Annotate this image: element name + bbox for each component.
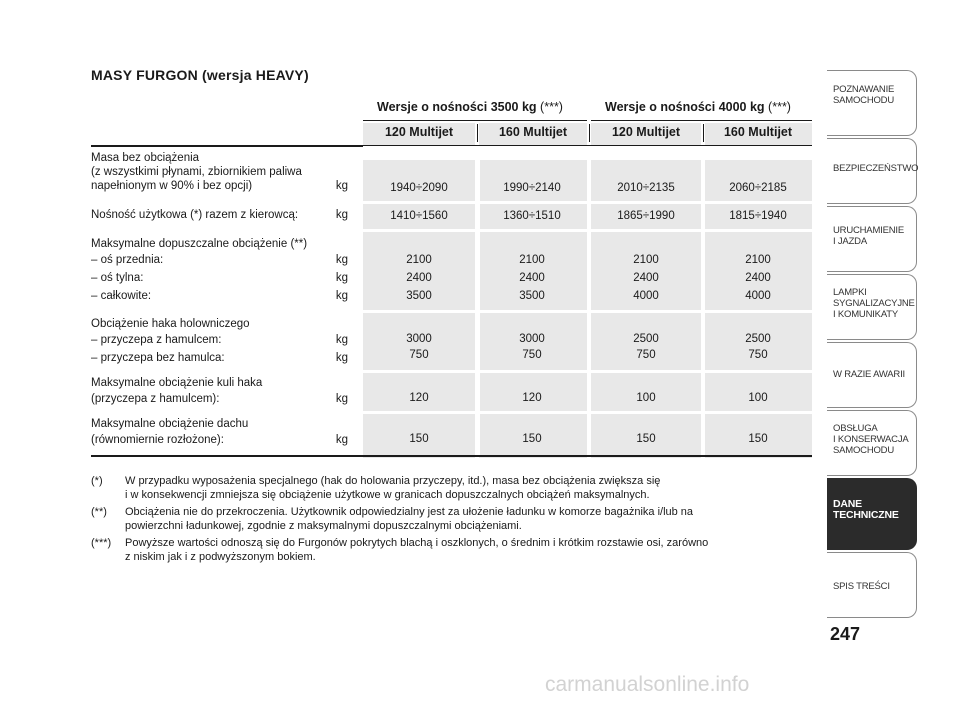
- column-separator: [477, 124, 478, 142]
- value-cell: 3000: [406, 333, 432, 345]
- tab-label: W RAZIE AWARII: [833, 369, 905, 380]
- row-separator: [363, 146, 812, 160]
- value-cell: 750: [748, 349, 768, 361]
- unit-label: kg: [335, 434, 348, 446]
- value-cell: 2100: [519, 254, 545, 266]
- tab-uruchamienie-i-jazda[interactable]: [827, 206, 917, 272]
- footnote-mark: (*): [91, 475, 103, 487]
- tab-label: SAMOCHODU: [833, 95, 895, 106]
- tab-label: BEZPIECZEŃSTWO: [833, 163, 919, 174]
- tab-label: SAMOCHODU: [833, 445, 895, 456]
- tab-label: OBSŁUGA: [833, 423, 878, 434]
- tab-spis-tresci[interactable]: [827, 552, 917, 618]
- row-separator: [363, 229, 812, 232]
- value-cell: 750: [409, 349, 429, 361]
- tab-lampki-sygnalizacyjne[interactable]: [827, 274, 917, 340]
- column-separator: [589, 124, 590, 142]
- row-label-payload: [91, 208, 348, 222]
- value-cell: 150: [748, 433, 768, 445]
- footnote-text: Obciążenia nie do przekroczenia. Użytkownik odpowiedzialny jest za ułożenie ładunku w komorze bagażnika i/lub na: [125, 506, 694, 518]
- column-separator: [703, 124, 704, 142]
- unit-label: kg: [335, 290, 348, 302]
- value-cell: 1865÷1990: [617, 210, 675, 222]
- tab-label: I KOMUNIKATY: [833, 309, 898, 320]
- label-line: Maksymalne obciążenie dachu: [91, 418, 249, 430]
- column-header: 160 Multijet: [498, 125, 568, 139]
- value-cell: 1360÷1510: [503, 210, 561, 222]
- value-cell: 2100: [406, 254, 432, 266]
- value-cell: 1990÷2140: [503, 182, 561, 194]
- group-note: (***): [768, 100, 791, 114]
- group-label: Wersje o nośności 3500 kg: [377, 100, 537, 114]
- value-cell: 2400: [745, 272, 771, 284]
- label-line: napełnionym w 90% i bez opcji): [91, 180, 253, 192]
- tab-label: URUCHAMIENIE: [833, 225, 904, 236]
- footnote-mark: (**): [91, 506, 107, 518]
- value-cell: 1940÷2090: [390, 182, 448, 194]
- group-underline: [363, 120, 587, 121]
- footnote-mark: (***): [91, 537, 112, 549]
- footnotes: [91, 474, 811, 567]
- tab-label: SPIS TREŚCI: [833, 581, 890, 592]
- label-line: Nośność użytkowa (*) razem z kierowcą:: [91, 209, 299, 221]
- group-label: Wersje o nośności 4000 kg: [605, 100, 765, 114]
- tab-label: SYGNALIZACYJNE: [833, 298, 915, 309]
- label-line: – przyczepa bez hamulca:: [91, 352, 225, 364]
- row-label-empty-mass: [91, 151, 348, 193]
- unit-label: kg: [335, 393, 348, 405]
- group-underline: [591, 120, 812, 121]
- value-cell: 1410÷1560: [390, 210, 448, 222]
- unit-label: kg: [335, 254, 348, 266]
- value-cell: 3500: [406, 290, 432, 302]
- label-line: Masa bez obciążenia: [91, 152, 200, 164]
- value-cell: 100: [748, 392, 768, 404]
- value-cell: 100: [636, 392, 656, 404]
- value-cell: 2400: [633, 272, 659, 284]
- label-line: – oś przednia:: [91, 254, 164, 266]
- unit-label: kg: [335, 180, 348, 192]
- tab-obsluga-i-konserwacja[interactable]: [827, 410, 917, 476]
- unit-label: kg: [335, 334, 348, 346]
- footnote-text: Powyższe wartości odnoszą się do Furgonów pokrytych blachą i oszklonych, o średnim i krótkim rozstawie osi, zarówno: [125, 537, 709, 549]
- label-line: – oś tylna:: [91, 272, 144, 284]
- value-cell: 2400: [519, 272, 545, 284]
- label-line: (z wszystkimi płynami, zbiornikiem paliwa: [91, 166, 302, 178]
- label-line: – przyczepa z hamulcem:: [91, 334, 222, 346]
- footnote: [91, 474, 811, 502]
- unit-label: kg: [335, 272, 348, 284]
- row-separator: [363, 370, 812, 373]
- footnote-text: i w konsekwencji zmniejsza się obciążenie użytkowe w granicach dopuszczalnych obciążeń maksymalnych.: [125, 489, 650, 501]
- row-label-max-load: [91, 237, 348, 303]
- tab-label: I JAZDA: [833, 236, 867, 247]
- value-cell: 4000: [745, 290, 771, 302]
- column-header: 160 Multijet: [723, 125, 793, 139]
- value-cell: 2100: [745, 254, 771, 266]
- footnote-text: powierzchni ładunkowej, zgodnie z maksymalnymi dopuszczalnymi obciążeniami.: [125, 520, 522, 532]
- value-cell: 2400: [406, 272, 432, 284]
- footnote: [91, 536, 811, 564]
- label-line: (równomiernie rozłożone):: [91, 434, 224, 446]
- value-cell: 4000: [633, 290, 659, 302]
- group-note: (***): [540, 100, 563, 114]
- value-cell: 1815÷1940: [729, 210, 787, 222]
- page-title: MASY FURGON (wersja HEAVY): [91, 67, 309, 83]
- group-header-4000: [605, 100, 791, 114]
- value-cell: 750: [636, 349, 656, 361]
- tab-label: DANE: [833, 498, 862, 510]
- value-cell: 120: [409, 392, 429, 404]
- value-cell: 150: [636, 433, 656, 445]
- tab-label: I KONSERWACJA: [833, 434, 909, 445]
- label-line: Obciążenie haka holowniczego: [91, 318, 250, 330]
- column-header: 120 Multijet: [384, 125, 454, 139]
- label-line: – całkowite:: [91, 290, 152, 302]
- tab-dane-techniczne[interactable]: [827, 478, 917, 550]
- tab-bezpieczenstwo[interactable]: [827, 138, 917, 204]
- tab-label: POZNAWANIE: [833, 84, 895, 95]
- row-separator: [363, 310, 812, 313]
- unit-label: kg: [335, 209, 348, 221]
- value-cell: 2100: [633, 254, 659, 266]
- watermark: carmanualsonline.info: [545, 673, 750, 696]
- value-cell: 2500: [745, 333, 771, 345]
- row-label-roof-load: [91, 417, 348, 447]
- tab-label: LAMPKI: [833, 287, 867, 298]
- table-bottom-rule: [91, 455, 812, 457]
- row-label-tow-hook: [91, 317, 348, 365]
- footnote-text: z niskim jak i z podwyższonym bokiem.: [125, 551, 316, 563]
- tab-poznawanie-samochodu[interactable]: [827, 70, 917, 136]
- value-cell: 2010÷2135: [617, 182, 675, 194]
- value-cell: 150: [522, 433, 542, 445]
- row-separator: [363, 201, 812, 204]
- value-cell: 750: [522, 349, 542, 361]
- footnote-text: W przypadku wyposażenia specjalnego (hak do holowania przyczepy, itd.), masa bez obciążenia zwiększa się: [125, 475, 661, 487]
- value-cell: 2060÷2185: [729, 182, 787, 194]
- page-number: 247: [830, 624, 861, 644]
- column-header: 120 Multijet: [611, 125, 681, 139]
- label-line: Maksymalne dopuszczalne obciążenie (**): [91, 238, 308, 250]
- footnote: [91, 505, 811, 533]
- value-cell: 150: [409, 433, 429, 445]
- tab-w-razie-awarii[interactable]: [827, 342, 917, 408]
- group-header-3500: [377, 100, 563, 114]
- tab-label: TECHNICZNE: [833, 509, 899, 521]
- value-cell: 3000: [519, 333, 545, 345]
- value-cell: 120: [522, 392, 542, 404]
- unit-label: kg: [335, 352, 348, 364]
- value-cell: 3500: [519, 290, 545, 302]
- label-line: Maksymalne obciążenie kuli haka: [91, 377, 263, 389]
- value-cell: 2500: [633, 333, 659, 345]
- row-separator: [363, 411, 812, 414]
- row-label-ball-load: [91, 376, 348, 406]
- label-line: (przyczepa z hamulcem):: [91, 393, 220, 405]
